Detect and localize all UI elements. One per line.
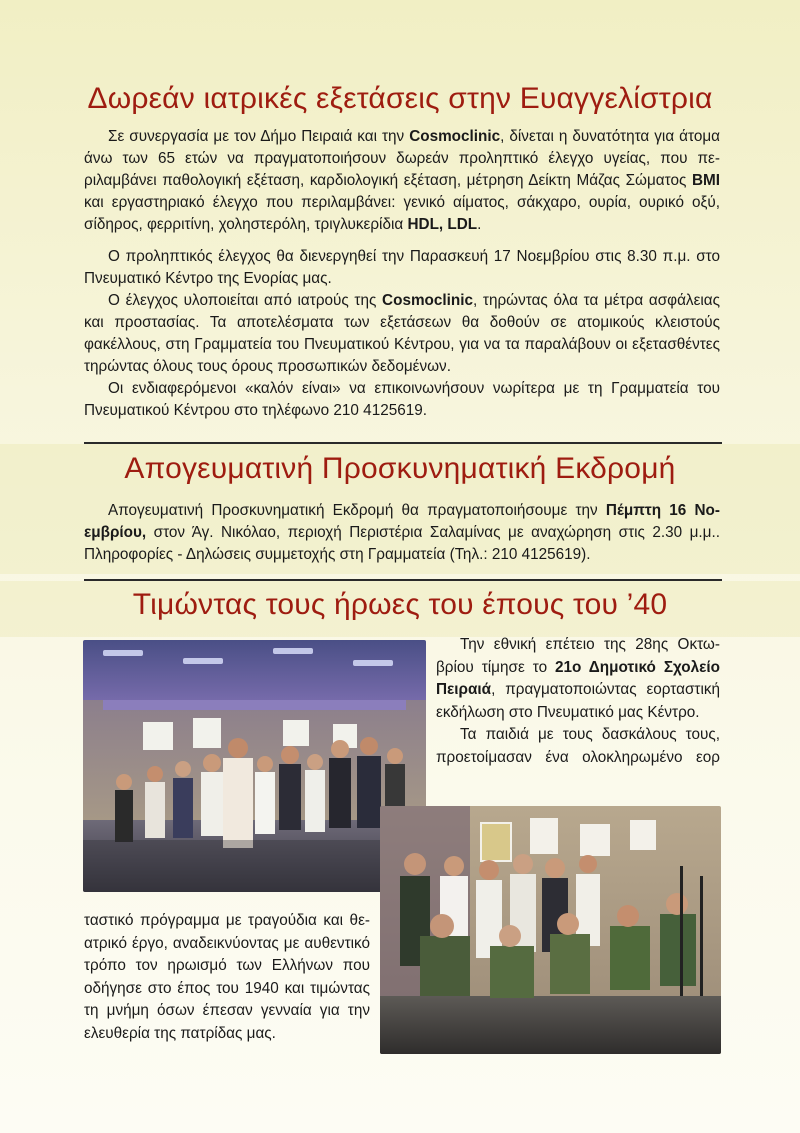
section1-paragraph-2: Ο προληπτικός έλεγχος θα διενεργηθεί την Παρασκευή 17 Νοεμβρίου στις 8.30 π.μ. στο Πνευματικό Κέντρο της Ενορίας μας. [84,248,720,287]
section1-paragraph-4: Οι ενδιαφερόμενοι «καλόν είναι» να επικοινωνήσουν νωρίτερα με τη Γραμματεία του Πνευματικού Κέντρου στο τηλέφωνο 210 4125619. [84,380,720,419]
section3-paragraph-1: Την εθνική επέτειο της 28ης Οκτωβρίου τίμησε το 21ο Δημοτικό Σχολείο Πειραιά, πραγματοποιώντας εορταστική εκδήλωση στο Πνευματικό μας Κέντρο. [436,636,720,721]
section1-paragraph-1: Σε συνεργασία με τον Δήμο Πειραιά και την Cosmoclinic, δίνεται η δυνατότητα για άτομα άνω των 65 ετών να πραγματοποιήσουν δωρεάν προληπτικό έλεγχο υγείας, που περιλαμβάνει παθολογική εξέταση, καρδιολογική εξέταση, μέτρηση Δείκτη Μάζας Σώματος BMI και εργαστηριακό έλεγχο που περιλαμβάνει: γενικό αίματος, σάκχαρο, ουρία, ουρικό οξύ, σίδηρος, φερριτίνη, χοληστερόλη, τριγλυκερίδια HDL, LDL. [84,128,720,233]
school-event-photo-2-graphic [380,806,721,1054]
section1-title: Δωρεάν ιατρικές εξετάσεις στην Ευαγγελίστρια [87,82,713,115]
divider-2 [84,579,722,581]
section3-paragraph-2: Τα παιδιά με τους δασκάλους τους, προετοίμασαν ένα ολοκληρωμένο εορ [436,726,720,766]
section3-column-2: ταστικό πρόγραμμα με τραγούδια και θεατρικό έργο, αναδεικνύοντας με αυθεντικό τρόπο τον ηρωισμό των Ελλήνων που οδήγησε στο έπος του 1940 και τιμώντας τη μνήμη όσων έπεσαν γενναία για την ελευθερία της πατρίδας μας. [84,912,370,1042]
school-event-photo-1-graphic [83,640,426,892]
section3-title: Τιμώντας τους ήρωες του έπους του ’40 [132,588,668,621]
section3-column-1 [436,634,720,769]
school-event-photo-2 [380,806,721,1054]
section2-title: Απογευματινή Προσκυνηματική Εκδρομή [124,452,676,485]
school-event-photo-1 [83,640,426,892]
section2-paragraph: Απογευματινή Προσκυνηματική Εκδρομή θα πραγματοποιήσουμε την Πέμπτη 16 Νοεμβρίου, στον Άγ. Νικόλαο, περιοχή Περιστέρια Σαλαμίνας με αναχώρηση στις 2.30 μ.μ.. Πληροφορίες - Δηλώσεις συμμετοχής στη Γραμματεία (Τηλ.: 210 4125619). [84,502,720,563]
divider-1 [84,442,722,444]
section1-paragraph-3: Ο έλεγχος υλοποιείται από ιατρούς της Cosmoclinic, τηρώντας όλα τα μέτρα ασφάλειας και προστασίας. Τα αποτελέσματα των εξετάσεων θα δοθούν σε ατομικούς κλειστούς φακέλλους, στη Γραμματεία του Πνευματικού Κέντρου, για να τα παραλάβουν οι εξετασθέντες τηρώντας όλους τους όρους προσωπικών δεδομένων. [84,292,720,375]
